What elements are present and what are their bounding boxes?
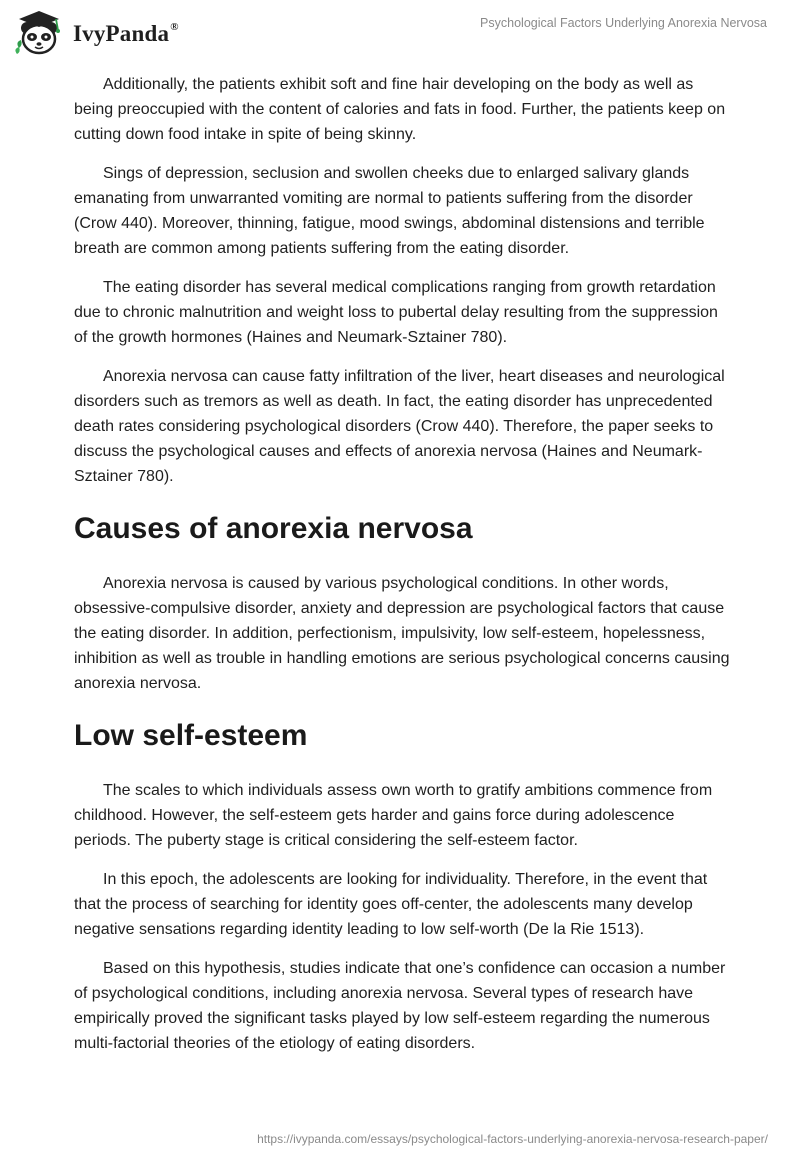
paragraph: Based on this hypothesis, studies indicate that one’s confidence can occasion a number of psychological conditions, including anorexia nervosa. Several types of research have empirically proved the significant tasks played by low self-esteem regarding the numerous multi-factorial theories of the etiology of eating disorders.	[74, 960, 726, 1052]
logo-text: IvyPanda®	[73, 21, 179, 46]
paragraph: Anorexia nervosa is caused by various psychological conditions. In other words, obsessive-compulsive disorder, anxiety and depression are psychological factors that cause the eating disorder. In addition, perfectionism, impulsivity, low self-esteem, hopelessness, inhibition as well as trouble in handling emotions are serious psychological concerns causing anorexia nervosa.	[74, 575, 730, 692]
source-url-link[interactable]: https://ivypanda.com/essays/psychological-factors-underlying-anorexia-nervosa-research-paper/	[257, 1132, 768, 1146]
registered-mark: ®	[170, 21, 179, 33]
running-title: Psychological Factors Underlying Anorexia Nervosa	[480, 16, 767, 30]
paragraph: The scales to which individuals assess own worth to gratify ambitions commence from childhood. However, the self-esteem gets harder and gains force during adolescence periods. The puberty stage is critical considering the self-esteem factor.	[74, 782, 713, 849]
paragraph: In this epoch, the adolescents are looking for individuality. Therefore, in the event that that the process of searching for identity goes off-center, the adolescents many develop negative sensations regarding identity leading to low self-worth (De la Rie 1513).	[74, 871, 708, 938]
paragraph: Sings of depression, seclusion and swollen cheeks due to enlarged salivary glands emanating from unwarranted vomiting are normal to patients suffering from the disorder (Crow 440). Moreover, thinning, fatigue, mood swings, abdominal distensions and terrible breath are common among patients suffering from the eating disorder.	[74, 165, 705, 257]
section-heading-causes: Causes of anorexia nervosa	[74, 512, 473, 545]
ivypanda-logo[interactable]	[13, 8, 179, 58]
paragraph: The eating disorder has several medical complications ranging from growth retardation due to chronic malnutrition and weight loss to pubertal delay resulting from the suppression of the growth hormones (Haines and Neumark-Sztainer 780).	[74, 279, 718, 346]
paragraph: Anorexia nervosa can cause fatty infiltration of the liver, heart diseases and neurological disorders such as tremors as well as death. In fact, the eating disorder has unprecedented death rates considering psychological disorders (Crow 440). Therefore, the paper seeks to discuss the psychological causes and effects of anorexia nervosa (Haines and Neumark-Sztainer 780).	[74, 368, 725, 485]
essay-body	[74, 72, 734, 1070]
section-heading-low-self-esteem: Low self-esteem	[74, 719, 308, 752]
panda-graduate-icon	[13, 8, 69, 58]
page-header	[0, 0, 800, 70]
paragraph: Additionally, the patients exhibit soft and fine hair developing on the body as well as being preoccupied with the content of calories and fats in food. Further, the patients keep on cutting down food intake in spite of being skinny.	[74, 76, 726, 143]
